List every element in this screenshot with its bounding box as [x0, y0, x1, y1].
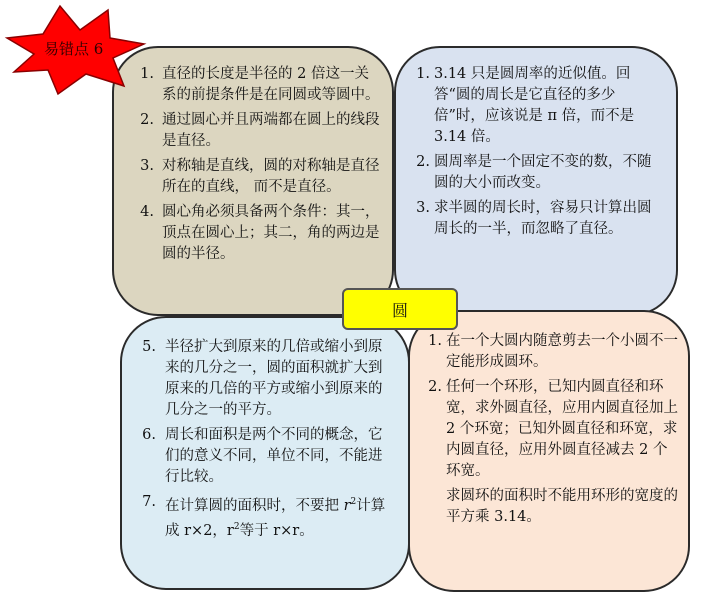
item-number: 5. — [142, 339, 156, 355]
list-item — [414, 152, 664, 194]
item-text: 对称轴是直线，圆的对称轴是直径所在的直线， 而不是直径。 — [162, 158, 380, 195]
item-number: 2. — [416, 154, 430, 170]
item-text-part: 计算成 r×2，r — [165, 497, 386, 539]
list-item — [134, 64, 380, 106]
item-number: 7. — [142, 494, 156, 510]
item-text: 半径扩大到原来的几倍或缩小到原来的几分之一，圆的面积就扩大到原来的几倍的平方或缩小到原来的几分之一的平方。 — [165, 339, 383, 418]
badge-label: 易错点 6 — [44, 40, 104, 58]
item-number: 6. — [142, 427, 156, 443]
list-item — [138, 425, 394, 488]
item-text: 3.14 只是圆周率的近似值。回答“圆的周长是它直径的多少倍”时，应该说是 π 倍，而不是 3.14 倍。 — [434, 66, 635, 145]
variable-r: r — [343, 497, 351, 514]
item-text-part: 在计算圆的面积时，不要把 — [165, 497, 344, 514]
item-text: 求半圆的周长时，容易只计算出圆周长的一半，而忽略了直径。 — [434, 200, 652, 237]
superscript: 2 — [350, 497, 357, 507]
bottom-left-list — [138, 337, 394, 546]
item-number: 3. — [140, 158, 154, 174]
item-text: 通过圆心并且两端都在圆上的线段是直径。 — [162, 112, 380, 149]
item-text — [165, 492, 394, 542]
item-number: 4. — [140, 204, 154, 220]
list-item — [138, 492, 394, 542]
list-item — [134, 110, 380, 152]
item-number: 3. — [416, 200, 430, 216]
list-item — [414, 64, 664, 148]
item-text: 周长和面积是两个不同的概念，它们的意义不同，单位不同，不能进行比较。 — [165, 427, 383, 485]
item-number: 1. — [416, 66, 430, 82]
item-number: 2. — [428, 379, 442, 395]
list-item — [424, 331, 680, 373]
bottom-right-list — [424, 331, 680, 528]
item-number: 1. — [140, 66, 154, 82]
item-text: 在一个大圆内随意剪去一个小圆不一定能形成圆环。 — [446, 333, 678, 370]
extra-note: 求圆环的面积时不能用环形的宽度的平方乘 3.14。 — [446, 488, 678, 525]
list-item — [424, 377, 680, 482]
top-left-list — [134, 64, 380, 269]
center-topic-label: 圆 — [342, 288, 458, 330]
item-text-part: 等于 r×r。 — [239, 522, 314, 539]
item-text: 圆心角必须具备两个条件：其一，顶点在圆心上；其二，角的两边是圆的半径。 — [162, 204, 380, 262]
item-number: 1. — [428, 333, 442, 349]
superscript: 2 — [233, 521, 240, 532]
item-text: 任何一个环形，已知内圆直径和环宽，求外圆直径，应用内圆直径加上 2 个环宽；已知外圆直径和环宽，求内圆直径，应用外圆直径减去 2 个环宽。 — [446, 379, 678, 479]
top-right-list — [414, 64, 664, 244]
list-item — [134, 156, 380, 198]
list-item — [414, 198, 664, 240]
list-item — [138, 337, 394, 421]
item-text: 圆周率是一个固定不变的数，不随圆的大小而改变。 — [434, 154, 652, 191]
list-item — [134, 202, 380, 265]
item-number: 2. — [140, 112, 154, 128]
item-text: 直径的长度是半径的 2 倍这一关系的前提条件是在同圆或等圆中。 — [162, 66, 380, 103]
